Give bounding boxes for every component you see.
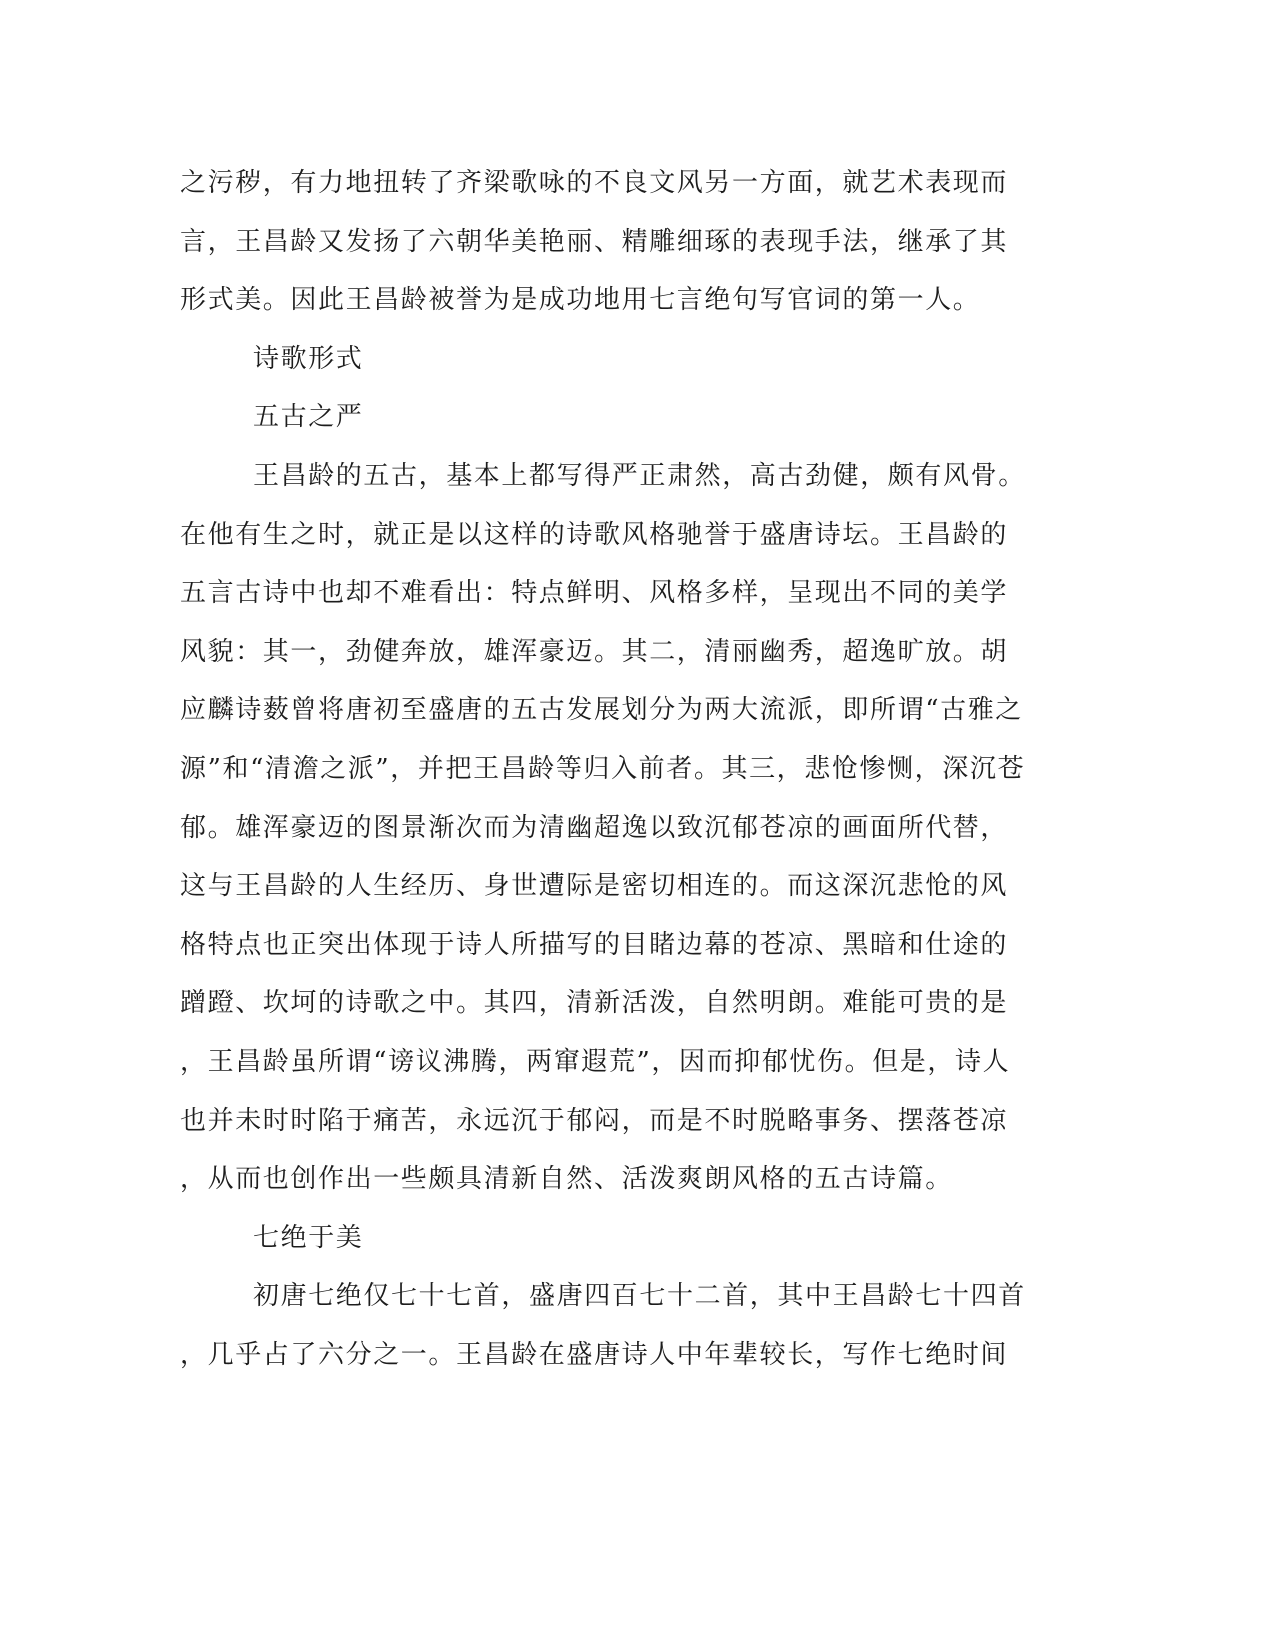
paragraph-wugu (180, 447, 1080, 1209)
text-line: 五言古诗中也却不难看出：特点鲜明、风格多样，呈现出不同的美学 (180, 578, 1009, 609)
section-heading-qijue (180, 1209, 1080, 1268)
text-line: 言，王昌龄又发扬了六朝华美艳丽、精雕细琢的表现手法，继承了其 (180, 226, 1009, 257)
text-line: 郁。雄浑豪迈的图景渐次而为清幽超逸以致沉郁苍凉的画面所代替， (180, 812, 1009, 843)
section-heading-wugu (180, 388, 1080, 447)
section-heading: 诗歌形式 (253, 343, 364, 374)
text-line: 风貌：其一，劲健奔放，雄浑豪迈。其二，清丽幽秀，超逸旷放。胡 (180, 636, 1009, 667)
text-line: 在他有生之时，就正是以这样的诗歌风格驰誉于盛唐诗坛。王昌龄的 (180, 519, 1009, 550)
section-heading: 五古之严 (253, 402, 364, 433)
text-line: ，王昌龄虽所谓“谤议沸腾，两窜遐荒”，因而抑郁忧伤。但是，诗人 (180, 1046, 1011, 1077)
section-heading: 七绝于美 (253, 1222, 364, 1253)
section-heading-poetry-form (180, 330, 1080, 389)
text-line: 源”和“清澹之派”，并把王昌龄等归入前者。其三，悲怆惨恻，深沉苍 (180, 753, 1026, 784)
text-line: 应麟诗薮曾将唐初至盛唐的五古发展划分为两大流派，即所谓“古雅之 (180, 695, 1023, 726)
text-line: 初唐七绝仅七十七首，盛唐四百七十二首，其中王昌龄七十四首 (253, 1281, 1026, 1312)
text-line: 蹭蹬、坎坷的诗歌之中。其四，清新活泼，自然明朗。难能可贵的是 (180, 988, 1009, 1019)
document-body (180, 154, 1080, 1384)
text-line: 格特点也正突出体现于诗人所描写的目睹边幕的苍凉、黑暗和仕途的 (180, 929, 1009, 960)
text-line: ，几乎占了六分之一。王昌龄在盛唐诗人中年辈较长，写作七绝时间 (180, 1339, 1009, 1370)
text-line: 形式美。因此王昌龄被誉为是成功地用七言绝句写官词的第一人。 (180, 285, 981, 316)
text-line: 这与王昌龄的人生经历、身世遭际是密切相连的。而这深沉悲怆的风 (180, 871, 1009, 902)
paragraph-continuation (180, 154, 1080, 330)
paragraph-qijue (180, 1267, 1080, 1384)
text-line: 王昌龄的五古，基本上都写得严正肃然，高古劲健，颇有风骨。 (253, 460, 1026, 491)
text-line: 也并未时时陷于痛苦，永远沉于郁闷，而是不时脱略事务、摆落苍凉 (180, 1105, 1009, 1136)
text-line: 之污秽，有力地扭转了齐梁歌咏的不良文风另一方面，就艺术表现而 (180, 168, 1009, 198)
text-line: ，从而也创作出一些颇具清新自然、活泼爽朗风格的五古诗篇。 (180, 1164, 953, 1195)
